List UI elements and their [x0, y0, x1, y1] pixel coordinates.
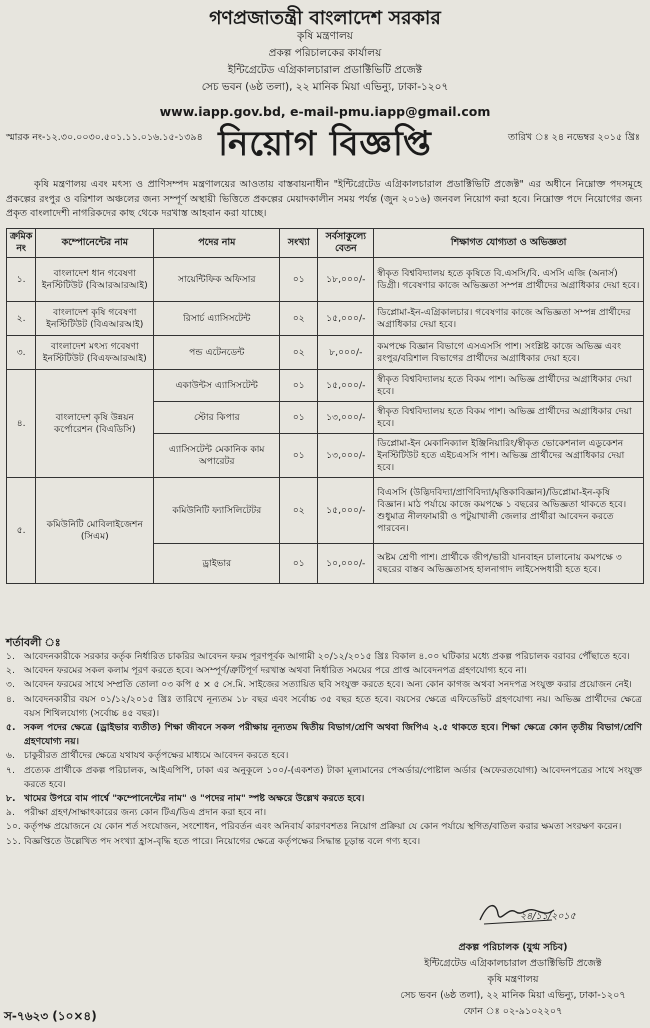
row-qualification: স্বীকৃত বিশ্ববিদ্যালয় হতে বিকম পাশ। অভিজ্ঞ প্রার্থীদের অগ্রাধিকার দেয়া হবে।	[374, 402, 644, 434]
row-post: কমিউনিটি ফ্যাসিলিটেটর	[154, 478, 280, 544]
term-text: আবেদন ফরমের সাথে সম্প্রতি তোলা ০৩ কপি ৫ × ৫ সে.মি. সাইজের সত্যায়িত ছবি সংযুক্ত করতে হবে। অন্য কোন কাগজ অথবা সনদপত্র সংযুক্ত করার প্রয়োজন নেই।	[24, 679, 632, 691]
row-post: এ্যাসিসটেন্ট মেকানিক কাম অপারেটর	[154, 434, 280, 478]
row-component: বাংলাদেশ মৎস্য গবেষণা ইনস্টিটিউট (বিএফআরআই)	[36, 336, 154, 370]
row-salary: ১৮,০০০/-	[318, 258, 374, 302]
term-number: ৩.	[6, 679, 15, 691]
memo-number: স্মারক নং-১২.৩০.০০৩০.৫০১.১১.০১৬.১৫-১৩৯৪	[6, 132, 203, 143]
list-item	[6, 650, 642, 664]
signer-project: ইন্টিগ্রেটেড এগ্রিকালচারাল প্রডাক্টিভিটি প্রজেক্ট	[424, 958, 602, 969]
row-post: ড্রাইভার	[154, 544, 280, 584]
term-text: বিজ্ঞপ্তিতে উল্লেখিত পদ সংখ্যা হ্রাস-বৃদ্ধি হতে পারে। নিয়োগের ক্ষেত্রে কর্তৃপক্ষের সিদ্ধান্ত চূড়ান্ত বলে গণ্য হবে।	[24, 835, 421, 847]
table-header-row	[7, 229, 644, 258]
project-line: ইন্টিগ্রেটেড এগ্রিকালচারাল প্রডাক্টিভিটি প্রজেক্ট	[227, 64, 423, 76]
row-count: ০১	[280, 434, 318, 478]
term-text: আবেদনকারীর বয়স ০১/১২/২০১৫ খ্রিঃ তারিখে নূন্যতম ১৮ বছর এবং সর্বোচ্চ ৩৫ বছর হতে হবে। বয়সের ক্ষেত্রে এফিডেভিট গ্রহণযোগ্য নয়। অভিজ্ঞ প্রার্থীদের ক্ষেত্রে বয়স শিথিলযোগ্য (সর্বোচ্চ ৪৫ বছর)।	[24, 693, 642, 719]
row-salary: ১৩,০০০/-	[318, 434, 374, 478]
row-component: বাংলাদেশ ধান গবেষণা ইনস্টিটিউট (বিআরআরআই)	[36, 258, 154, 302]
row-count: ০১	[280, 370, 318, 402]
header-qualification: শিক্ষাগত যোগ্যতা ও অভিজ্ঞতা	[374, 229, 644, 258]
term-number: ১.	[6, 651, 15, 662]
signer-address: সেচ ভবন (৬ষ্ঠ তলা), ২২ মানিক মিয়া এভিন্যু, ঢাকা-১২০৭	[400, 990, 626, 1001]
term-number: ৫.	[6, 722, 16, 734]
term-number: ৬.	[6, 750, 15, 762]
row-post: পন্ড এটেনডেন্ট	[154, 336, 280, 370]
row-salary: ১৩,০০০/-	[318, 402, 374, 434]
term-number: ১০.	[6, 821, 21, 833]
row-qualification: কমপক্ষে বিজ্ঞান বিভাগে এসএসসি পাশ। সংশ্লিষ্ট কাজে অভিজ্ঞ এবং রংপুর/বরিশাল বিভাগের প্রার্থীদের অগ্রাধিকার দেয়া হবে।	[374, 336, 644, 370]
term-text: কর্তৃপক্ষ প্রয়োজনে যে কোন শর্ত সংযোজন, সংশোধন, পরিবর্তন এবং অনিবার্য কারণবশতঃ নিয়োগ প্রক্রিয়া যে কোন পর্যায়ে স্থগিত/বাতিল করার ক্ষমতা সংরক্ষণ করেন।	[24, 821, 622, 833]
term-number: ৭.	[6, 764, 15, 776]
print-code: স-৭৬২৩ (১০×৪)	[4, 1009, 97, 1023]
vacancy-table	[6, 228, 644, 584]
notice-date: তারিখ ঃ ২৪ নভেম্বর ২০১৫ খ্রিঃ	[508, 132, 640, 143]
list-item	[6, 764, 642, 792]
row-post: স্টোর কিপার	[154, 402, 280, 434]
term-number: ৮.	[6, 793, 16, 805]
signer-ministry: কৃষি মন্ত্রণালয়	[487, 974, 539, 985]
row-count: ০১	[280, 258, 318, 302]
header-salary: সর্বসাকুল্যে বেতন	[318, 229, 374, 258]
list-item	[6, 664, 642, 678]
web-email-line: www.iapp.gov.bd, e-mail-pmu.iapp@gmail.com	[159, 104, 491, 119]
list-item	[6, 749, 642, 763]
signer-phone: ফোন ঃ ০২-৯১০২২০৭	[463, 1006, 563, 1017]
row-serial: ১.	[7, 258, 36, 302]
list-item	[6, 721, 642, 749]
row-qualification: স্বীকৃত বিশ্ববিদ্যালয় হতে বিকম পাশ। অভিজ্ঞ প্রার্থীদের অগ্রাধিকার দেয়া হবে।	[374, 370, 644, 402]
row-qualification: ডিপ্লোমা-ইন-এগ্রিকালচার। গবেষণার কাজে অভিজ্ঞতা সম্পন্ন প্রার্থীদের অগ্রাধিকার দেয়া হবে।	[374, 302, 644, 336]
ministry-line: কৃষি মন্ত্রণালয়	[296, 30, 353, 42]
row-qualification: বিএসসি (উদ্ভিদবিদ্যা/প্রাণিবিদ্যা/মৃত্তিকাবিজ্ঞান)/ডিপ্লোমা-ইন-কৃষি বিজ্ঞান। মাঠ পর্যায়ে কাজে কমপক্ষে ১ বছরের অভিজ্ঞতা থাকতে হবে। শুধুমাত্র নীলফামারী ও পটুয়াখালী জেলার প্রার্থীরা আবেদন করতে পারবেন।	[374, 478, 644, 544]
address-line: সেচ ভবন (৬ষ্ঠ তলা), ২২ মানিক মিয়া এভিন্যু, ঢাকা-১২০৭	[201, 81, 449, 93]
term-number: ৯.	[6, 807, 15, 819]
list-item	[6, 820, 642, 834]
row-salary: ৮,০০০/-	[318, 336, 374, 370]
header-component: কম্পোনেন্টের নাম	[36, 229, 154, 258]
term-text: সকল পদের ক্ষেত্রে (ড্রাইভার ব্যতীত) শিক্ষা জীবনে সকল পরীক্ষায় নূন্যতম দ্বিতীয় বিভাগ/শ্রেণি অথবা জিপিএ ২.৫ থাকতে হবে। শিক্ষা ক্ষেত্রে কোন তৃতীয় বিভাগ/শ্রেণি গ্রহণযোগ্য নয়।	[24, 722, 642, 748]
row-qualification: অষ্টম শ্রেণী পাশ। প্রার্থীকে জীপ/ভারী যানবাহন চালানোয় কমপক্ষে ৩ বছরের বাস্তব অভিজ্ঞতাসহ হালনাগাদ লাইসেন্সধারী হতে হবে।	[374, 544, 644, 584]
signature-date: ২৪/১১/২০১৫	[520, 911, 576, 922]
row-salary: ১০,০০০/-	[318, 544, 374, 584]
government-heading: গণপ্রজাতন্ত্রী বাংলাদেশ সরকার	[209, 7, 441, 29]
header-count: সংখ্যা	[280, 229, 318, 258]
term-number: ৪.	[6, 693, 15, 705]
row-component: কমিউনিটি মোবিলাইজেশন (সিএম)	[36, 478, 154, 584]
row-count: ০২	[280, 478, 318, 544]
office-line: প্রকল্প পরিচালকের কার্যালয়	[268, 47, 382, 59]
header-post: পদের নাম	[154, 229, 280, 258]
row-component: বাংলাদেশ কৃষি গবেষণা ইনস্টিটিউট (বিএআরআই)	[36, 302, 154, 336]
row-component: বাংলাদেশ কৃষি উন্নয়ন কর্পোরেশন (বিএডিসি)	[36, 370, 154, 478]
row-salary: ১৫,০০০/-	[318, 302, 374, 336]
row-count: ০২	[280, 336, 318, 370]
list-item	[6, 835, 642, 849]
row-serial: ৩.	[7, 336, 36, 370]
term-number: ২.	[6, 665, 15, 677]
table-row	[7, 302, 644, 336]
list-item	[6, 792, 642, 806]
term-text: চাকুরীরত প্রার্থীদের ক্ষেত্রে যথাযথ কর্তৃপক্ষের মাধ্যমে আবেদন করতে হবে।	[24, 750, 289, 762]
row-qualification: ডিপ্লোমা-ইন মেকানিক্যাল ইঞ্জিনিয়ারিং/স্বীকৃত ভোকেশনাল এডুকেশন ইনস্টিটিউট হতে এইচএসসি পাশ। অভিজ্ঞ প্রার্থীদের অগ্রাধিকার দেয়া হবে।	[374, 434, 644, 478]
term-text: খামের উপরে বাম পার্শ্বে "কম্পোনেন্টের নাম" ও "পদের নাম" স্পষ্ট অক্ষরে উল্লেখ করতে হবে।	[24, 793, 365, 805]
row-qualification: স্বীকৃত বিশ্ববিদ্যালয় হতে কৃষিতে বি.এসসি/বি. এসসি এজি (অনার্স) ডিগ্রী। গবেষণার কাজে অভিজ্ঞতা সম্পন্ন প্রার্থীদের অগ্রাধিকার দেয়া হবে।	[374, 258, 644, 302]
row-salary: ১৫,০০০/-	[318, 370, 374, 402]
row-count: ০২	[280, 302, 318, 336]
row-post: রিসার্চ এ্যাসিসটেন্ট	[154, 302, 280, 336]
table-row	[7, 370, 644, 402]
row-serial: ৪.	[7, 370, 36, 478]
row-count: ০১	[280, 402, 318, 434]
table-row	[7, 336, 644, 370]
list-item	[6, 678, 642, 692]
intro-paragraph: কৃষি মন্ত্রণালয় এবং মৎস্য ও প্রাণিসম্পদ মন্ত্রণালয়ের আওতায় বাস্তবায়নাধীন "ইন্টিগ্রেটেড এগ্রিকালচারাল প্রডাক্টিভিটি প্রজেক্ট" এর অধীনে নিম্নোক্ত পদসমূহে প্রকল্পের রংপুর ও বরিশাল অঞ্চলের জন্য সম্পূর্ণ অস্থায়ী ভিত্তিতে প্রকল্পের মেয়াদকালীন সময় পর্যন্ত (জুন ২০১৬) জনবল নিয়োগ করা হবে। নিম্নোক্ত পদে নিয়োগের জন্য প্রকৃত বাংলাদেশী নাগরিকদের কাছ থেকে দরখাস্ত আহবান করা যাচ্ছে।	[6, 179, 642, 219]
list-item	[6, 806, 642, 820]
header-serial: ক্রমিক নং	[7, 229, 36, 258]
row-salary: ১৫,০০০/-	[318, 478, 374, 544]
list-item	[6, 693, 642, 721]
row-post: একাউন্টস এ্যাসিসটেন্ট	[154, 370, 280, 402]
table-row	[7, 258, 644, 302]
term-text: আবেদনকারীকে সরকার কর্তৃক নির্ধারিত চাকরির আবেদন ফরম পূরণপূর্বক আগামী ২০/১২/২০১৫ খ্রিঃ বিকাল ৪.০০ ঘটিকার মধ্যে প্রকল্প পরিচালক বরাবর পৌঁছাতে হবে।	[24, 651, 630, 662]
table-row	[7, 478, 644, 544]
row-count: ০১	[280, 544, 318, 584]
row-serial: ২.	[7, 302, 36, 336]
row-post: সায়েন্টিফিক অফিসার	[154, 258, 280, 302]
row-serial: ৫.	[7, 478, 36, 584]
terms-list	[6, 650, 642, 849]
term-text: পরীক্ষা গ্রহণ/সাক্ষাৎকারের জন্য কোন টিএ/ডিএ প্রদান করা হবে না।	[24, 807, 267, 819]
terms-heading: শর্তাবলী ঃ	[6, 636, 61, 649]
term-number: ১১.	[6, 835, 21, 847]
term-text: প্রত্যেক প্রার্থীকে প্রকল্প পরিচালক, আইএপিপি, ঢাকা এর অনুকূলে ১০০/-(একশত) টাকা মূল্যমানের পেঅর্ডার/পোষ্টাল অর্ডার (অফেরতযোগ্য) আবেদনপত্রের সাথে সংযুক্ত করতে হবে।	[24, 764, 642, 790]
signer-title: প্রকল্প পরিচালক (যুগ্ম সচিব)	[458, 942, 568, 953]
term-text: আবেদন ফরমের সকল কলাম পূরণ করতে হবে। অসম্পূর্ণ/ত্রুটিপূর্ণ দরখাস্ত অথবা নির্ধারিত সময়ের পরে প্রাপ্ত আবেদনপত্র গ্রহণযোগ্য হবে না।	[24, 665, 527, 677]
notice-title: নিয়োগ বিজ্ঞপ্তি	[218, 124, 432, 164]
